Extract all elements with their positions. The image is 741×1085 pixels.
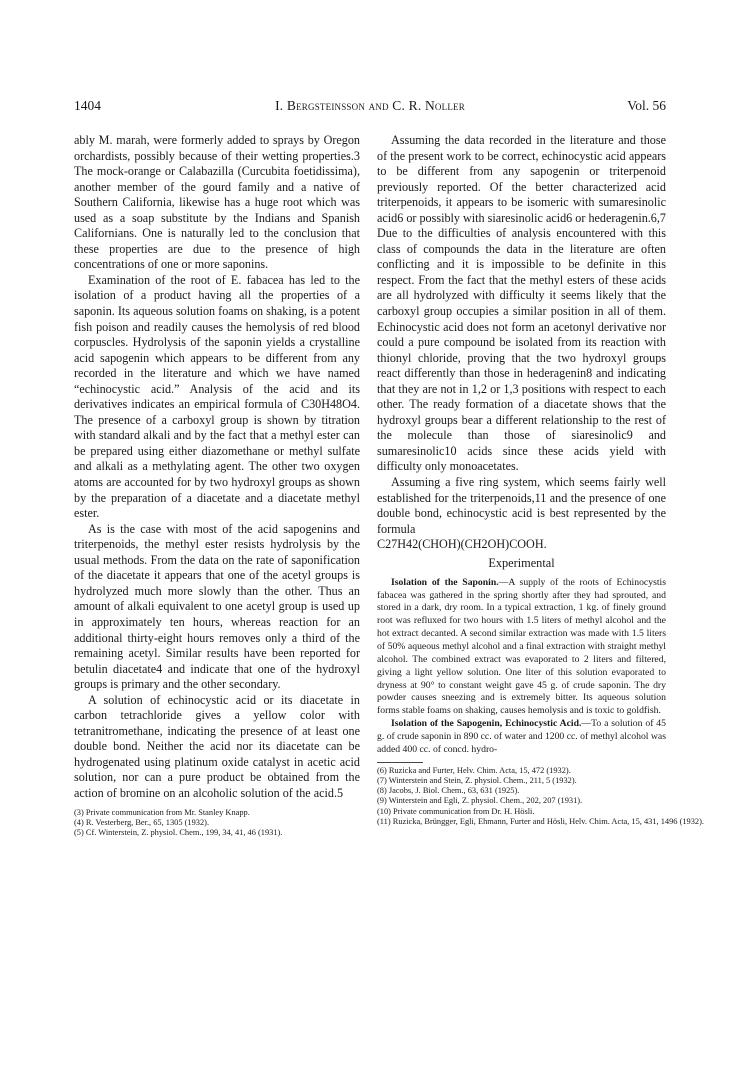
footnote-rule (377, 762, 423, 763)
volume-label: Vol. 56 (627, 98, 666, 113)
footnote: (10) Private communication from Dr. H. Hösli. (377, 806, 535, 816)
experimental-text: —A supply of the roots of Echinocystis fabacea was gathered in the spring shortly after they had sprouted, and stored in a dark, dry room. In a typical extraction, 1 kg. of finely ground root was refluxed for two hours with 1.5 liters of methyl alcohol and the hot extract decanted. A second similar extraction was made with 1.5 liters of 50% aqueous methyl alcohol and a final extraction with straight methyl alcohol. The combined extract was evaporated to 2 liters and filtered, giving a light yellow solution. One liter of this solution evaporated to dryness at 90° to constant weight gave 45 g. of crude saponin. The dry powder causes sneezing and is extremely bitter. Its aqueous solution forms stable foams on shaking, causes hemolysis and is toxic to goldfish. (377, 576, 666, 717)
body-paragraph: Assuming a five ring system, which seems fairly well established for the triterpenoids,11 and the presence of one double bond, echinocystic acid is best represented by the formula (377, 475, 666, 536)
footnote: (9) Winterstein and Egli, Z. physiol. Chem., 202, 207 (1931). (377, 796, 583, 806)
run-in-heading: Isolation of the Sapogenin, Echinocystic Acid. (391, 718, 582, 730)
body-paragraph: As is the case with most of the acid sapogenins and triterpenoids, the methyl ester resists hydrolysis by the usual methods. From the data on the rate of saponification of the diacetate it appears that one of the acetyl groups is hydrolyzed much more slowly than the other. Thus an amount of alkali equivalent to one acetyl group is used up in approximately ten hours, whereas reaction for an additional thirty-eight hours removes only a third of the remaining acetyl. Similar results have been reported for betulin diacetate4 and indicate that one of the hydroxyl groups is primary and the other secondary. (74, 521, 360, 692)
running-header (74, 98, 666, 116)
body-paragraph: Examination of the root of E. fabacea has led to the isolation of a product having all the properties of a saponin. Its aqueous solution foams on shaking, is a potent fish poison and readily causes the hemolysis of red blood corpuscles. Hydrolysis of the saponin yields a crystalline acid sapogenin which appears to be different from any recorded in the literature and which we have named “echinocystic acid.” Analysis of the acid and its derivatives indicates an empirical formula of C30H48O4. The presence of a carboxyl group is shown by titration with standard alkali and by the fact that a methyl ester can be prepared using either diazomethane or methyl sulfate and alkali as a methylating agent. The other two oxygen atoms are accounted for by two hydroxyl groups as shown by the preparation of a diacetate and a diacetate methyl ester. (74, 272, 360, 521)
footnote: (8) Jacobs, J. Biol. Chem., 63, 631 (1925). (377, 786, 520, 796)
body-paragraph: ably M. marah, were formerly added to sprays by Oregon orchardists, possibly because of their wetting properties.3 The mock-orange or Calabazilla (Curcubita foetidissima), another member of the gourd family and a native of Southern California, likewise has a huge root which was used as a soap substitute by the Indians and Spanish Californians. One is naturally led to the conclusion that these properties are due to the presence of high concentrations of one or more saponins. (74, 133, 360, 272)
left-column (74, 133, 360, 838)
section-title: Experimental (488, 555, 555, 570)
run-in-heading: Isolation of the Saponin. (391, 576, 499, 588)
experimental-paragraph (377, 718, 666, 757)
footnotes (377, 762, 705, 828)
molecular-formula: C27H42(CHOH)(CH2OH)COOH. (377, 537, 547, 552)
footnote: (11) Ruzicka, Brüngger, Egli, Ehmann, Furter and Hösli, Helv. Chim. Acta, 15, 431, 1496 (1932). (377, 817, 705, 827)
footnote: (5) Cf. Winterstein, Z. physiol. Chem., 199, 34, 41, 46 (1931). (74, 828, 283, 838)
footnote: (3) Private communication from Mr. Stanley Knapp. (74, 807, 250, 817)
footnote: (6) Ruzicka and Furter, Helv. Chim. Acta, 15, 472 (1932). (377, 765, 571, 775)
footnotes (74, 808, 360, 839)
right-column (377, 133, 705, 827)
page-number: 1404 (74, 98, 101, 113)
running-title: I. Bergsteinsson and C. R. Noller (275, 98, 465, 113)
experimental-text: —To a solution of 45 g. of crude saponin in 890 cc. of water and 1200 cc. of methyl alcohol was added 400 cc. of concd. hydro- (377, 718, 666, 755)
body-paragraph: A solution of echinocystic acid or its diacetate in carbon tetrachloride gives a yellow color with tetranitromethane, indicating the presence of at least one double bond. Neither the acid nor its diacetate can be hydrogenated using platinum oxide catalyst in acetic acid solution, nor can a pure product be obtained from the action of bromine on an alcoholic solution of the acid.5 (74, 692, 360, 800)
experimental-paragraph (377, 577, 666, 718)
footnote: (4) R. Vesterberg, Ber., 65, 1305 (1932). (74, 817, 210, 827)
footnote: (7) Winterstein and Stein, Z. physiol. Chem., 211, 5 (1932). (377, 775, 577, 785)
body-paragraph: Assuming the data recorded in the literature and those of the present work to be correct, echinocystic acid appears to be different from any sapogenin or triterpenoid previously reported. Of the better characterized acid triterpenoids, it appears to be isomeric with sumaresinolic acid6 or possibly with siaresinolic acid6 or hederagenin.6,7 Due to the difficulties of analysis encountered with this class of compounds the data in the literature are often conflicting and it is impossible to be definite in this respect. From the fact that the methyl esters of these acids are all hydrolyzed with difficulty it seems likely that the carboxyl group occupies a similar position in all of them. Echinocystic acid does not form an acetonyl derivative nor could a pure compound be isolated from its reaction with thionyl chloride, proving that the two hydroxyl groups react differently than those in hederagenin8 and indicating that they are not in 1,2 or 1,3 positions with respect to each other. The ready formation of a diacetate shows that the hydroxyl groups bear a different relationship to the rest of the molecule than those of siaresinolic9 and sumaresinolic10 acids since these acids yield with difficulty only monoacetates. (377, 133, 666, 474)
